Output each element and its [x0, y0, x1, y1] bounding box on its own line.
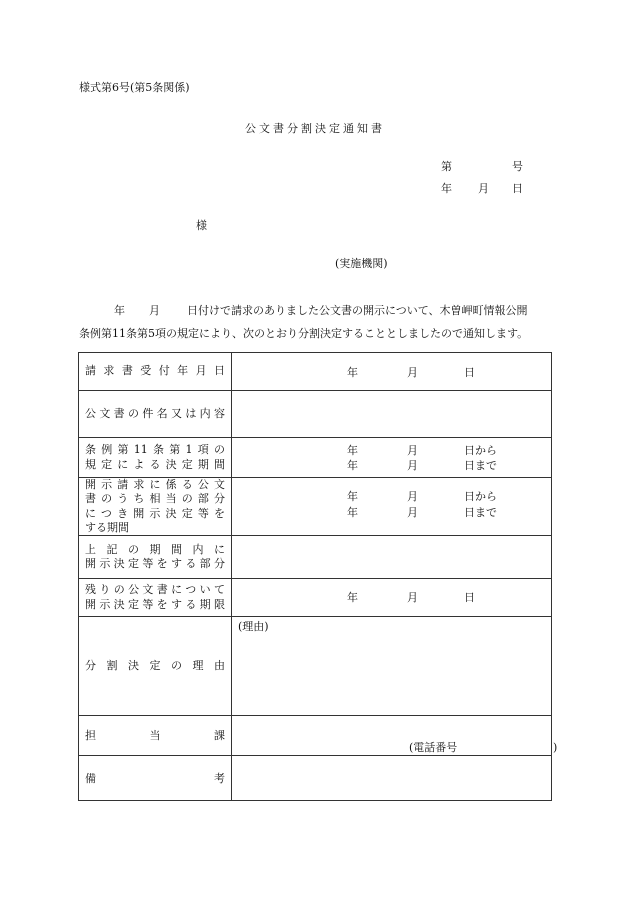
- document-title: 公文書分割決定通知書: [245, 122, 385, 135]
- issue-date-month: 月: [478, 182, 489, 195]
- year-marker: 年: [347, 366, 358, 379]
- year-marker: 年: [347, 591, 358, 605]
- day-marker: 日: [464, 366, 475, 379]
- year-marker: 年: [347, 506, 358, 519]
- body-line-1-text: 日付けで請求のありました公文書の開示について、木曽岬町情報公開: [187, 304, 528, 317]
- year-marker: 年: [347, 444, 358, 457]
- form-number: 様式第6号(第5条関係): [79, 81, 190, 94]
- value-division-reason: [232, 617, 552, 716]
- document-number-label: 第: [441, 160, 452, 173]
- value-request-received-date: [232, 353, 552, 391]
- day-from-marker: 日から: [464, 444, 497, 457]
- row-remaining-deadline: [79, 579, 552, 617]
- row-department: [79, 716, 552, 756]
- label-portion-within-period: 上記の期間内に 開示決定等をする部分: [79, 536, 232, 579]
- value-portion-within-period: [232, 536, 552, 579]
- issuer-label: (実施機関): [335, 257, 388, 270]
- label-remaining-deadline: 残りの公文書について 開示決定等をする期限: [79, 579, 232, 617]
- day-marker: 日: [464, 591, 475, 605]
- issue-date-year: 年: [441, 182, 452, 195]
- month-marker: 月: [407, 459, 418, 472]
- year-marker: 年: [347, 490, 358, 503]
- body-line-2: 条例第11条第5項の規定により、次のとおり分割決定することとしましたので通知します。: [79, 327, 529, 340]
- label-document-subject: 公文書の件名又は内容: [79, 391, 232, 438]
- label-department: 担 当 課: [79, 716, 232, 756]
- day-until-marker: 日まで: [464, 506, 497, 519]
- label-remarks: 備 考: [79, 756, 232, 801]
- value-remaining-deadline: [232, 579, 552, 617]
- row-division-reason: [79, 617, 552, 716]
- document-number-suffix: 号: [512, 160, 523, 173]
- label-partial-decision-period: 開示請求に係る公文 書のうち相当の部分 につき開示決定等を する期間: [79, 478, 232, 536]
- phone-number-close: ): [553, 741, 558, 755]
- month-marker: 月: [407, 366, 418, 379]
- row-document-subject: [79, 391, 552, 438]
- month-marker: 月: [407, 444, 418, 457]
- row-decision-period: [79, 438, 552, 478]
- recipient-honorific: 様: [196, 219, 207, 232]
- decision-table: [78, 352, 558, 801]
- value-partial-decision-period: [232, 478, 552, 536]
- phone-number-label: (電話番号: [409, 741, 458, 755]
- row-request-received-date: [79, 353, 552, 391]
- month-marker: 月: [407, 591, 418, 605]
- body-month: 月: [149, 304, 160, 317]
- label-division-reason: 分割決定の理由: [79, 617, 232, 716]
- issue-date-day: 日: [512, 182, 523, 195]
- month-marker: 月: [407, 506, 418, 519]
- day-from-marker: 日から: [464, 490, 497, 503]
- reason-label: (理由): [238, 620, 269, 634]
- day-until-marker: 日まで: [464, 459, 497, 472]
- body-year: 年: [114, 304, 125, 317]
- value-department: [232, 716, 558, 756]
- row-remarks: [79, 756, 552, 801]
- value-decision-period: [232, 438, 552, 478]
- row-partial-decision-period: [79, 478, 552, 536]
- month-marker: 月: [407, 490, 418, 503]
- value-remarks: [232, 756, 552, 801]
- year-marker: 年: [347, 459, 358, 472]
- row-portion-within-period: [79, 536, 552, 579]
- label-request-received-date: 請求書受付年月日: [79, 353, 232, 391]
- value-document-subject: [232, 391, 552, 438]
- label-decision-period: 条例第11条第1項の 規定による決定期間: [79, 438, 232, 478]
